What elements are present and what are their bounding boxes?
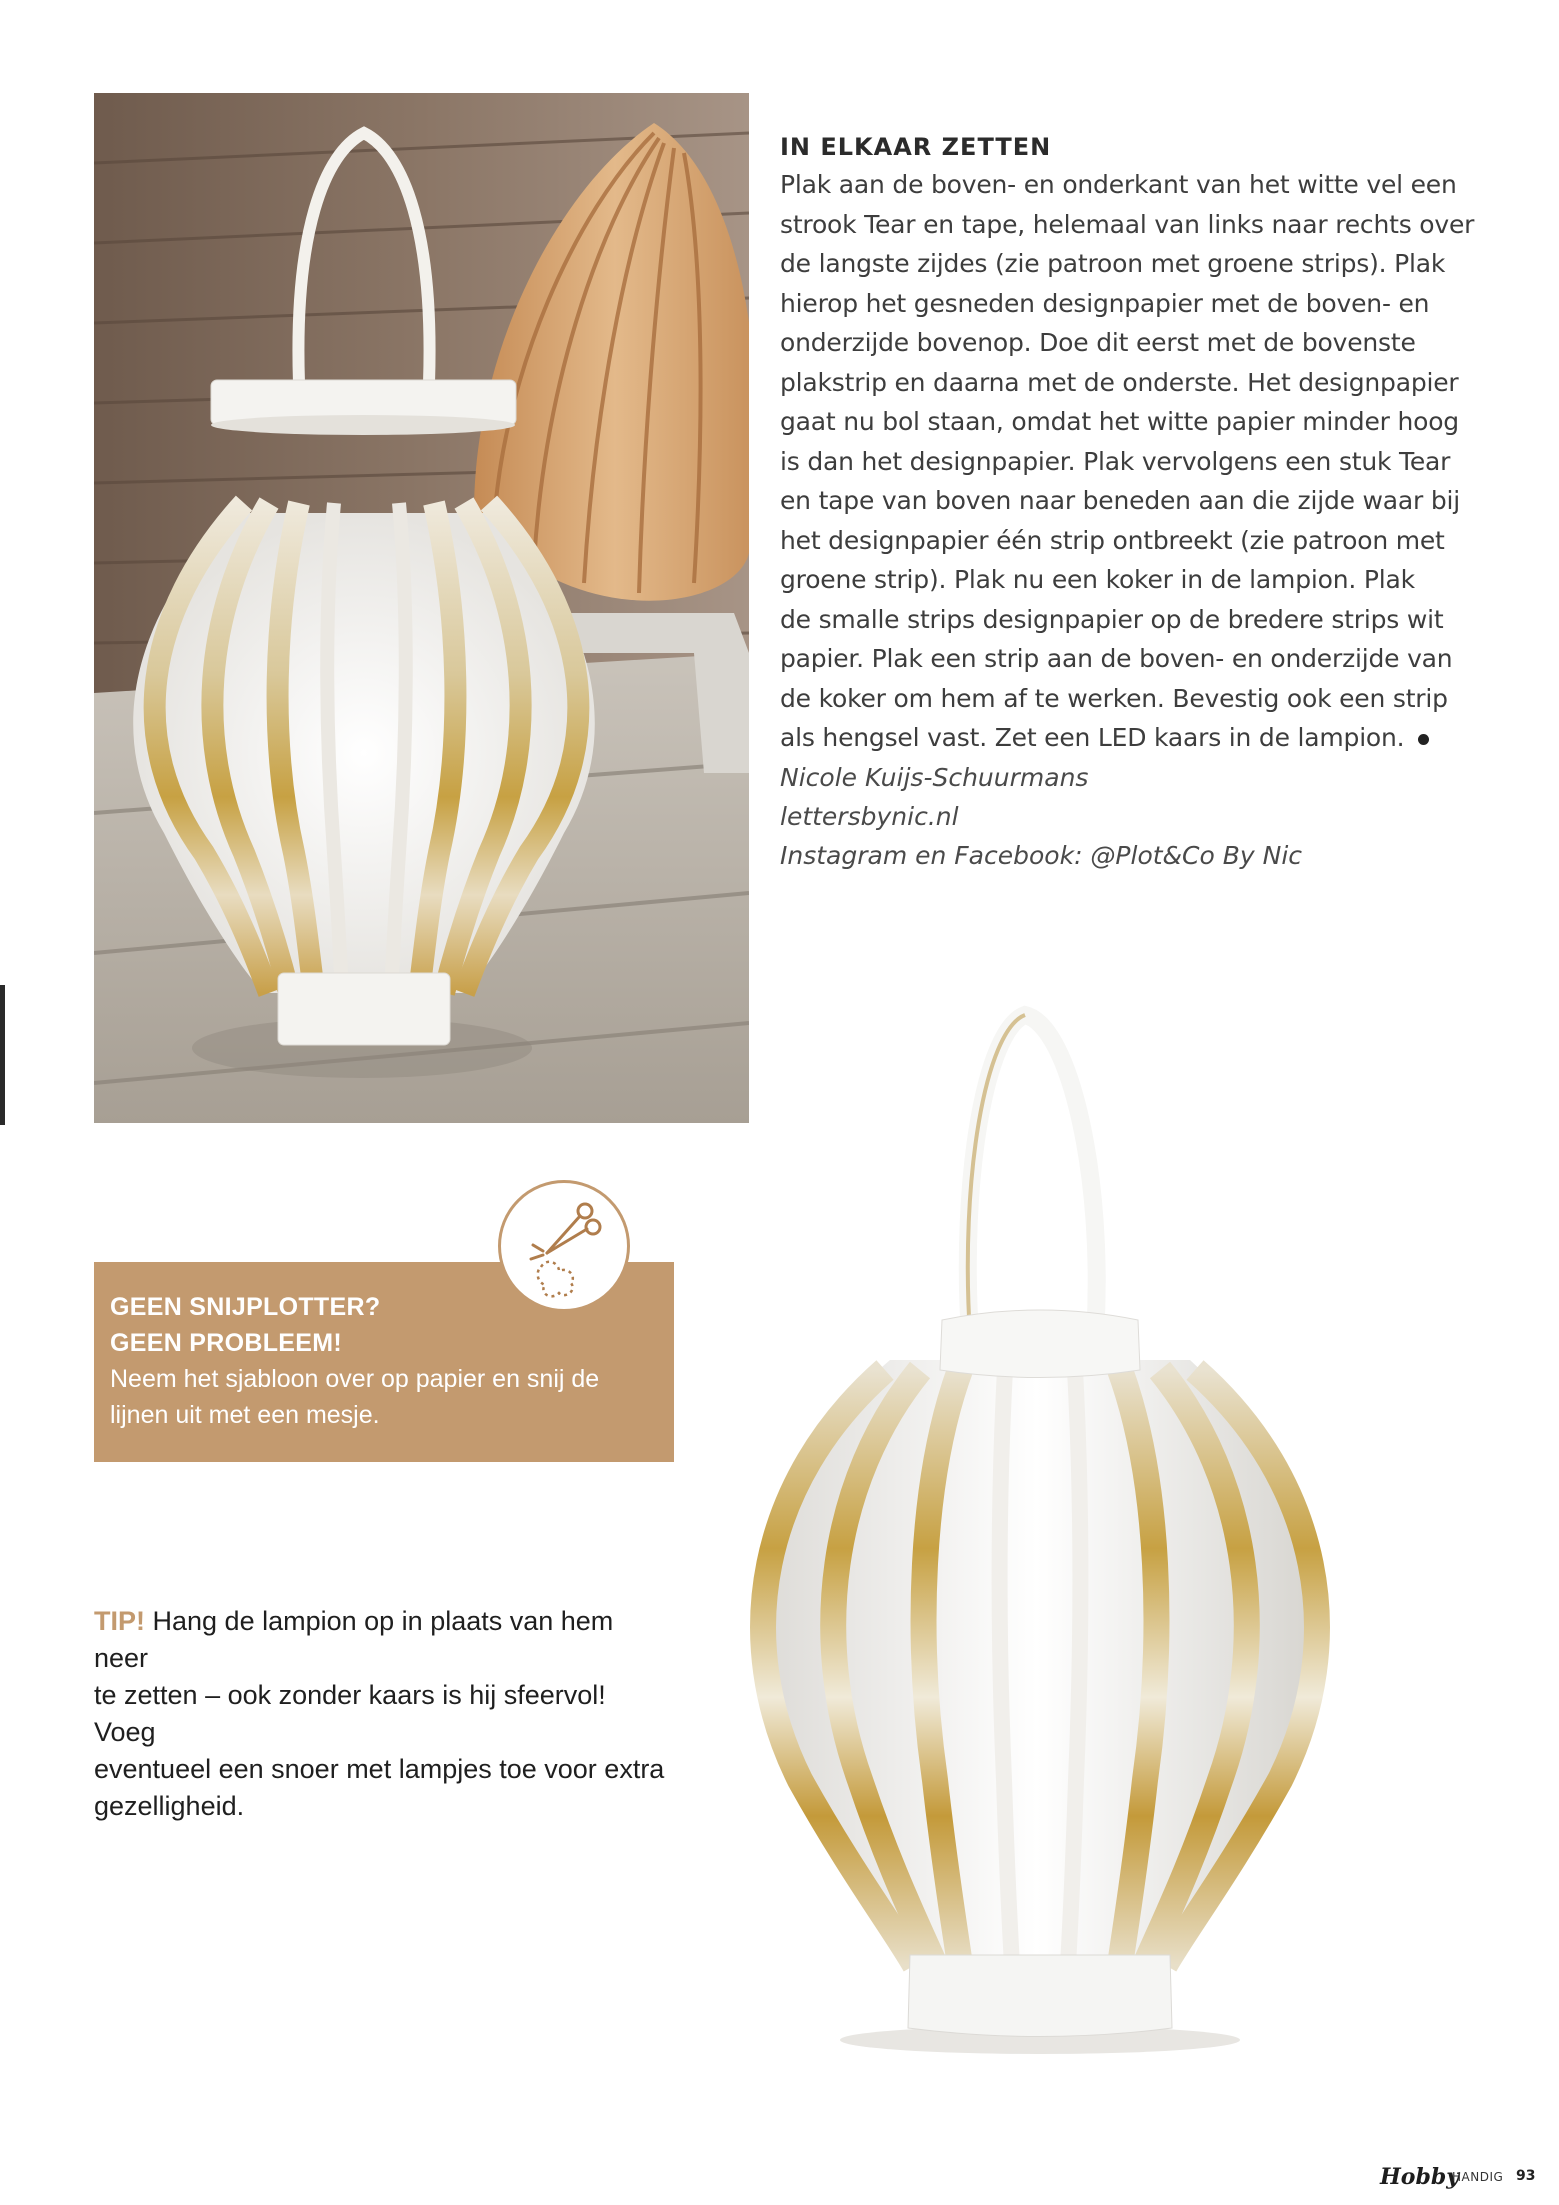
article-column	[780, 133, 1480, 875]
tip-box-title-line: GEEN SNIJPLOTTER?	[110, 1293, 381, 1321]
magazine-logo: Hobby	[1380, 2164, 1460, 2190]
credits	[780, 758, 1480, 875]
instructions-line: is dan het designpapier. Plak vervolgens een stuk Tear	[780, 446, 1451, 476]
instructions-line: de smalle strips designpapier op de bredere strips wit	[780, 604, 1444, 634]
instructions-line: de koker om hem af te werken. Bevestig ook een strip	[780, 683, 1448, 713]
tip-line: eventueel een snoer met lampjes toe voor extra	[94, 1754, 665, 1784]
instructions-line: papier. Plak een strip aan de boven- en onderzijde van	[780, 644, 1453, 673]
instructions-line: gaat nu bol staan, omdat het witte papier minder hoog	[780, 407, 1459, 436]
lantern-outdoor-photo	[94, 93, 749, 1123]
magazine-brand: HANDIG	[1452, 2170, 1504, 2184]
instructions-text	[780, 165, 1480, 758]
tip-box-body-line: Neem het sjabloon over op papier en snij de	[110, 1365, 600, 1393]
author-social: Instagram en Facebook: @Plot&Co By Nic	[780, 840, 1303, 870]
tip-line: te zetten – ook zonder kaars is hij sfeervol! Voeg	[94, 1680, 606, 1747]
author-website[interactable]: lettersbynic.nl	[780, 801, 959, 831]
instructions-line: onderzijde bovenop. Doe dit eerst met de bovenste	[780, 328, 1416, 357]
page-number: 93	[1516, 2168, 1536, 2184]
tip-box-title-line: GEEN PROBLEEM!	[110, 1329, 342, 1357]
lantern-product-photo	[720, 1000, 1340, 2060]
end-of-article-dot	[1418, 734, 1429, 745]
instructions-line: Plak aan de boven- en onderkant van het witte vel een	[780, 170, 1457, 199]
instructions-line: groene strip). Plak nu een koker in de lampion. Plak	[780, 565, 1415, 594]
tip-line: Hang de lampion op in plaats van hem neer	[94, 1606, 614, 1673]
instructions-line: als hengsel vast. Zet een LED kaars in de lampion.	[780, 723, 1405, 752]
instructions-line: plakstrip en daarna met de onderste. Het designpapier	[780, 367, 1459, 397]
section-heading: IN ELKAAR ZETTEN	[780, 133, 1052, 161]
tip-box-body	[110, 1361, 650, 1433]
page-footer	[1370, 2164, 1540, 2194]
tip-label: TIP!	[94, 1606, 145, 1636]
scissors-badge	[498, 1180, 630, 1312]
page-edge-mark	[0, 985, 5, 1125]
instructions-line: hierop het gesneden designpapier met de boven- en	[780, 288, 1430, 318]
tip-paragraph	[94, 1603, 674, 1825]
author-name: Nicole Kuijs-Schuurmans	[780, 762, 1089, 792]
tip-line: gezelligheid.	[94, 1791, 245, 1821]
instructions-line: en tape van boven naar beneden aan die zijde waar bij	[780, 486, 1461, 515]
instructions-line: strook Tear en tape, helemaal van links naar rechts over	[780, 209, 1475, 239]
tip-box-body-line: lijnen uit met een mesje.	[110, 1401, 380, 1429]
instructions-line: de langste zijdes (zie patroon met groene strips). Plak	[780, 249, 1446, 278]
instructions-line: het designpapier één strip ontbreekt (zie patroon met	[780, 525, 1445, 555]
scissors-icon	[501, 1183, 627, 1309]
